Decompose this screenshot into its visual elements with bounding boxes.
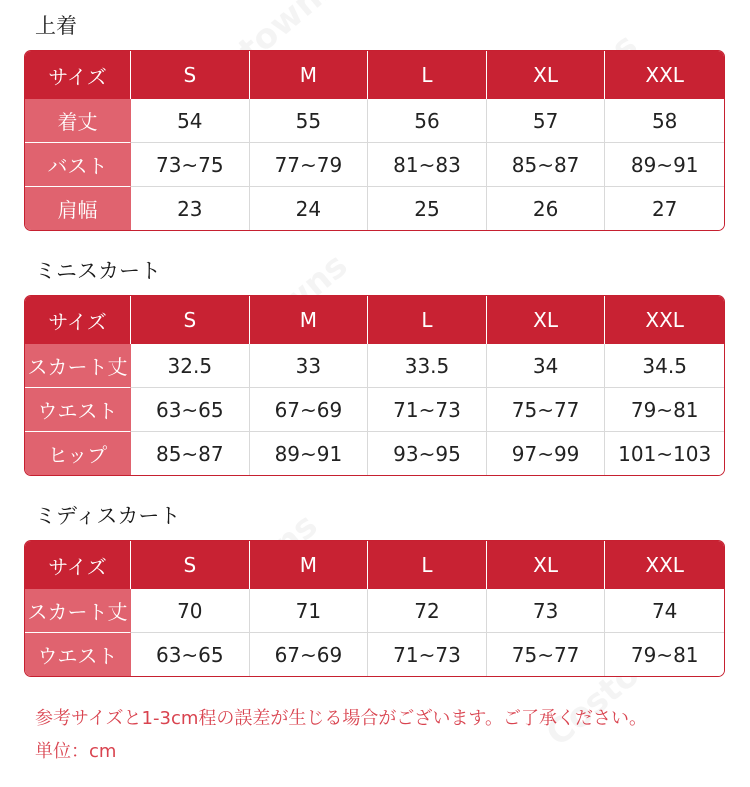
table-cell: 97~99 (487, 432, 606, 475)
table-row (25, 143, 724, 187)
table-cell: 89~91 (605, 143, 724, 187)
table-cell: 67~69 (250, 633, 369, 676)
size-table-midi-skirt (24, 540, 725, 677)
header-cell: XXL (605, 541, 724, 589)
header-cell: サイズ (25, 51, 131, 99)
table-cell: 79~81 (605, 633, 724, 676)
table-cell: 93~95 (368, 432, 487, 475)
row-label: 着丈 (25, 99, 131, 143)
table-row (25, 388, 724, 432)
header-cell: サイズ (25, 541, 131, 589)
row-label: バスト (25, 143, 131, 187)
table-cell: 71~73 (368, 388, 487, 432)
table-cell: 57 (487, 99, 606, 143)
table-cell: 58 (605, 99, 724, 143)
table-header-row (25, 541, 724, 589)
header-cell: L (368, 541, 487, 589)
table-cell: 79~81 (605, 388, 724, 432)
row-label: ウエスト (25, 388, 131, 432)
header-cell: XXL (605, 296, 724, 344)
table-cell: 85~87 (131, 432, 250, 475)
table-cell: 27 (605, 187, 724, 230)
table-cell: 63~65 (131, 388, 250, 432)
table-cell: 70 (131, 589, 250, 633)
header-cell: S (131, 541, 250, 589)
section-title-midi-skirt: ミディスカート (35, 504, 181, 528)
row-label: 肩幅 (25, 187, 131, 230)
size-table-mini-skirt (24, 295, 725, 476)
table-header-row (25, 51, 724, 99)
header-cell: XL (487, 296, 606, 344)
table-cell: 55 (250, 99, 369, 143)
table-cell: 85~87 (487, 143, 606, 187)
table-row (25, 589, 724, 633)
table-cell: 54 (131, 99, 250, 143)
table-cell: 56 (368, 99, 487, 143)
table-cell: 73~75 (131, 143, 250, 187)
header-cell: L (368, 51, 487, 99)
table-cell: 26 (487, 187, 606, 230)
header-cell: M (250, 541, 369, 589)
table-row (25, 187, 724, 230)
row-label: スカート丈 (25, 589, 131, 633)
row-label: ウエスト (25, 633, 131, 676)
header-cell: XXL (605, 51, 724, 99)
table-cell: 74 (605, 589, 724, 633)
table-cell: 81~83 (368, 143, 487, 187)
table-cell: 73 (487, 589, 606, 633)
size-table-tops (24, 50, 725, 231)
header-cell: M (250, 296, 369, 344)
table-cell: 33.5 (368, 344, 487, 388)
row-label: スカート丈 (25, 344, 131, 388)
table-cell: 34 (487, 344, 606, 388)
table-row (25, 344, 724, 388)
table-row (25, 99, 724, 143)
table-cell: 63~65 (131, 633, 250, 676)
table-cell: 71~73 (368, 633, 487, 676)
size-disclaimer: 参考サイズと1-3cm程の誤差が生じる場合がございます。ご了承ください。 (35, 708, 647, 729)
header-cell: XL (487, 541, 606, 589)
table-cell: 101~103 (605, 432, 724, 475)
table-cell: 67~69 (250, 388, 369, 432)
table-cell: 89~91 (250, 432, 369, 475)
table-cell: 24 (250, 187, 369, 230)
header-cell: S (131, 296, 250, 344)
header-cell: L (368, 296, 487, 344)
header-cell: サイズ (25, 296, 131, 344)
table-cell: 25 (368, 187, 487, 230)
table-cell: 32.5 (131, 344, 250, 388)
table-cell: 75~77 (487, 388, 606, 432)
table-cell: 33 (250, 344, 369, 388)
table-cell: 72 (368, 589, 487, 633)
section-title-tops: 上着 (35, 14, 77, 38)
unit-note: 単位：cm (35, 741, 117, 762)
table-cell: 34.5 (605, 344, 724, 388)
table-cell: 75~77 (487, 633, 606, 676)
table-cell: 71 (250, 589, 369, 633)
table-cell: 23 (131, 187, 250, 230)
table-row (25, 633, 724, 676)
header-cell: XL (487, 51, 606, 99)
table-header-row (25, 296, 724, 344)
header-cell: S (131, 51, 250, 99)
section-title-mini-skirt: ミニスカート (35, 259, 161, 283)
header-cell: M (250, 51, 369, 99)
table-cell: 77~79 (250, 143, 369, 187)
table-row (25, 432, 724, 475)
row-label: ヒップ (25, 432, 131, 475)
